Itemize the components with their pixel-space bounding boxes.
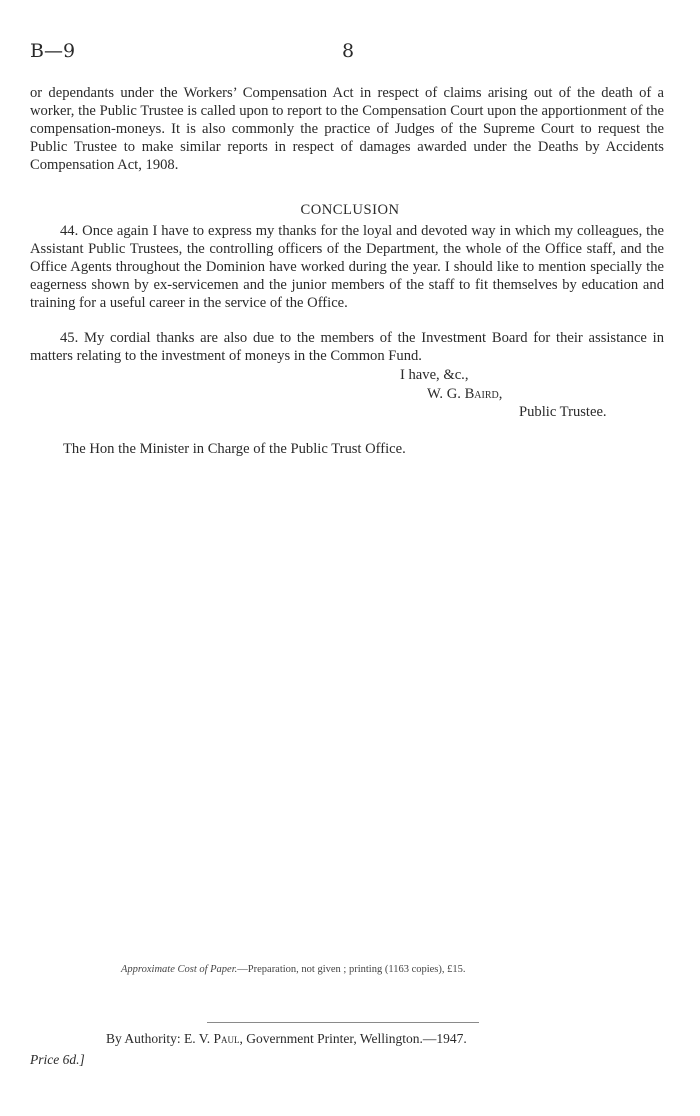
authority-line [106,1031,467,1047]
page-number: 8 [342,40,355,62]
signature-surname: Baird [464,386,499,402]
signature-initials: W. G. [427,386,461,402]
authority-suffix: , Government Printer, Wellington.—1947. [239,1031,467,1046]
paragraph-continuation: or dependants under the Workers’ Compensation Act in respect of claims arising out of the death of a worker, the Public Trustee is called upon to report to the Compensation Court upon the apportionment of the compensation-moneys. It is also commonly the practice of Judges of the Supreme Court to request the Public Trustee to make similar reports in respect of damages awarded under the Deaths by Accidents Compensation Act, 1908. [30,85,664,173]
printer-surname: Paul [213,1031,240,1046]
paragraph-45: 45. My cordial thanks are also due to the members of the Investment Board for their assistance in matters relating to the investment of moneys in the Common Fund. [30,330,664,364]
section-heading: CONCLUSION [300,202,400,218]
cost-label: Approximate Cost of Paper. [121,964,238,975]
authority-prefix: By Authority: E. V. [106,1031,214,1046]
addressee-line: The Hon the Minister in Charge of the Public Trust Office. [63,441,406,457]
footer-divider [207,1022,479,1023]
signature-name [427,386,502,403]
paragraph-44: 44. Once again I have to express my thanks for the loyal and devoted way in which my colleagues, the Assistant Public Trustees, the controlling officers of the Department, the whole of the Office staff, and the Office Agents throughout the Dominion have worked during the year. I should like to mention specially the eagerness shown by ex-servicemen and the junior members of the staff to fit themselves by education and training for a useful career in the service of the Office. [30,223,664,311]
signature-comma: , [498,386,503,402]
cost-text: —Preparation, not given ; printing (1163 copies), £15. [237,964,466,975]
cost-of-paper-note [121,964,466,975]
signature-title: Public Trustee. [519,404,607,420]
signature-closing: I have, &c., [400,367,469,383]
series-code: B—9 [30,40,76,62]
price-label: Price 6d.] [30,1052,85,1067]
